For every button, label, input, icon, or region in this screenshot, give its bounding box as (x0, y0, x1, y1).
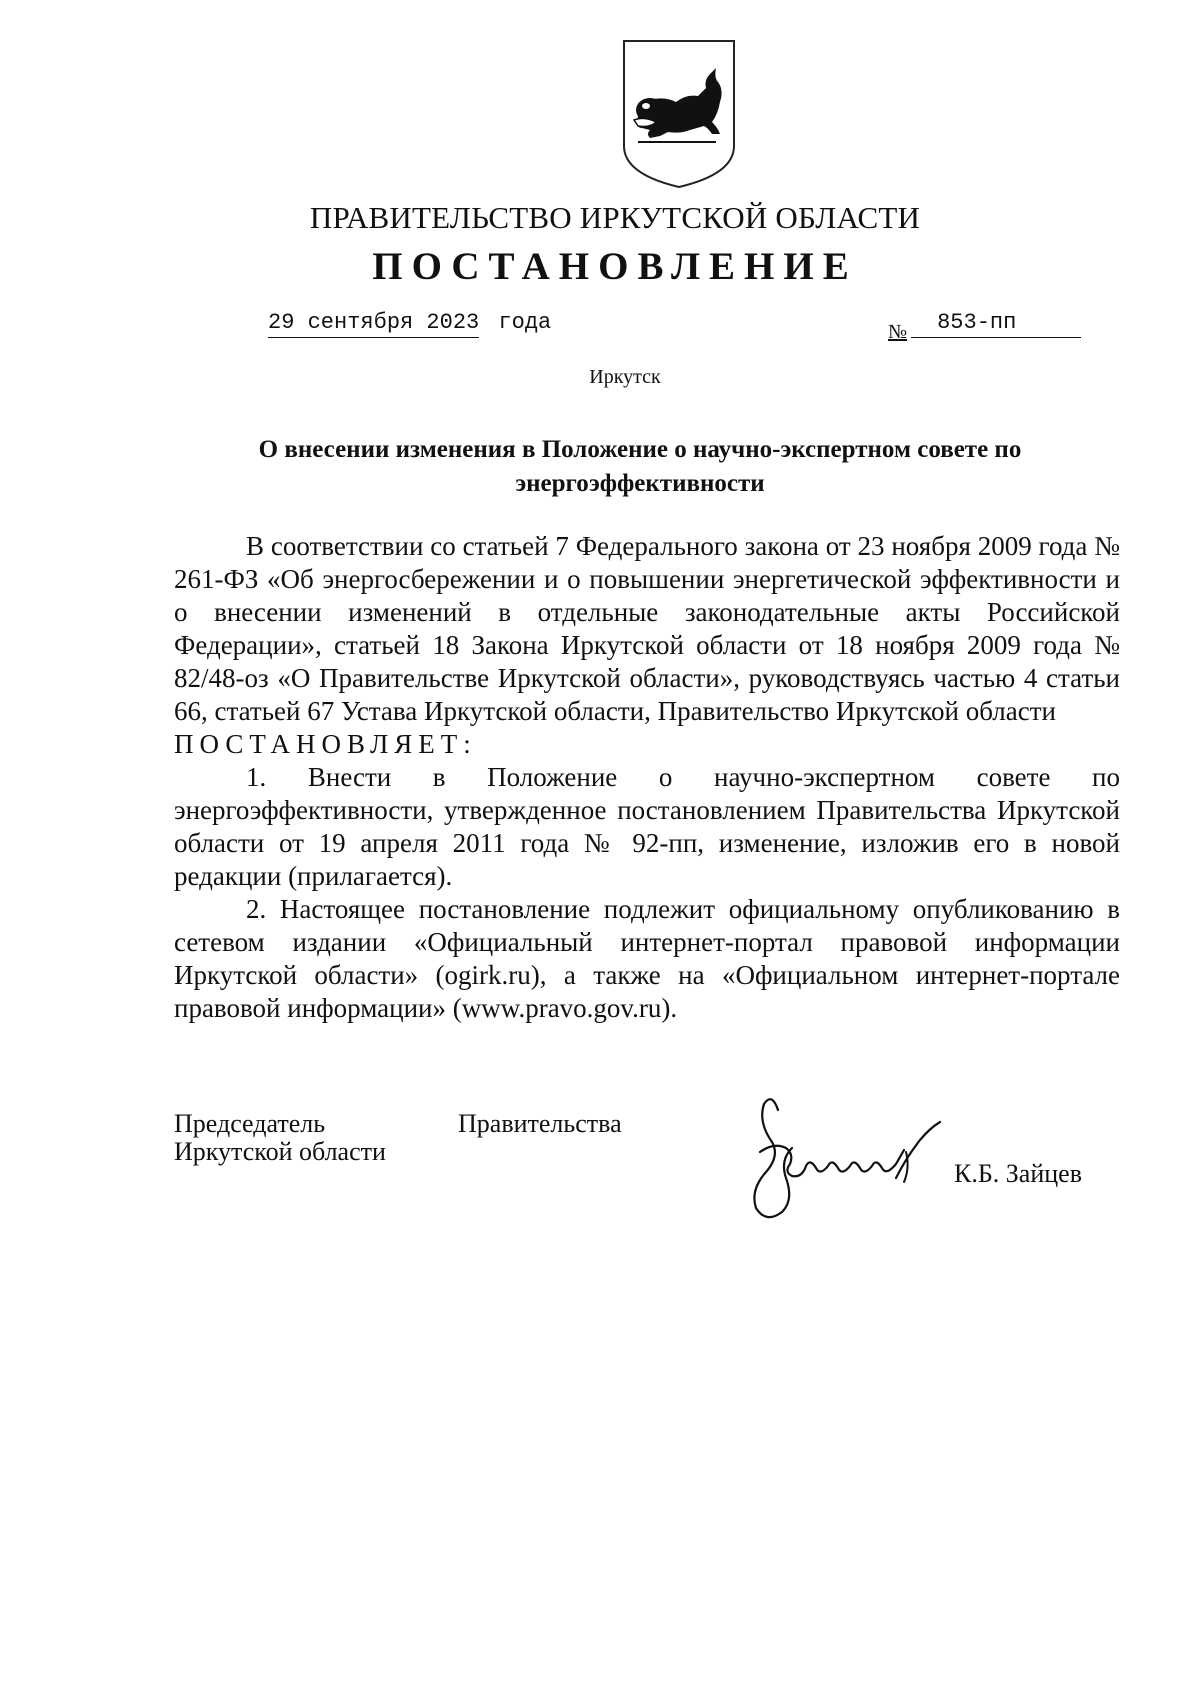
date-suffix: года (498, 310, 552, 335)
number-sign: № (888, 321, 908, 343)
government-title: ПРАВИТЕЛЬСТВО ИРКУТСКОЙ ОБЛАСТИ (309, 200, 921, 235)
document-body (174, 530, 1120, 1025)
document-subject: О внесении изменения в Положение о научно-экспертном совете по энергоэффективности (258, 436, 1022, 497)
date-value: 29 сентября 2023 (268, 310, 479, 338)
document-city: Иркутск (589, 366, 661, 388)
signatory-position-line-1a: Председатель (174, 1109, 326, 1138)
signatory-position-line-1b: Правительства (458, 1109, 622, 1138)
item-2-paragraph: 2. Настоящее постановление подлежит официальному опубликованию в сетевом издании «Официальный интернет-портал правовой информации Иркутской области» (ogirk.ru), а также на «Официальном интернет-портале правовой информации» (www.pravo.gov.ru). (174, 894, 1120, 1023)
preamble-paragraph: В соответствии со статьей 7 Федерального закона от 23 ноября 2009 года № 261-ФЗ «Об энергосбережении и о повышении энергетической эффективности и о внесении изменений в отдельные законодательные акты Российской Федерации», статьей 18 Закона Иркутской области от 18 ноября 2009 года № 82/48-оз «О Правительстве Иркутской области», руководствуясь частью 4 статьи 66, статьей 67 Устава Иркутской области, Правительство Иркутской области (174, 531, 1120, 726)
decree-word: ПОСТАНОВЛЯЕТ: (174, 729, 477, 759)
item-1-paragraph: 1. Внести в Положение о научно-экспертном совете по энергоэффективности, утвержденное постановлением Правительства Иркутской области от 19 апреля 2011 года № 92-пп, изменение, изложив его в новой редакции (прилагается). (174, 762, 1120, 891)
signatory-name: К.Б. Зайцев (954, 1159, 1082, 1188)
document-number (888, 310, 1081, 344)
document-type-title: ПОСТАНОВЛЕНИЕ (372, 245, 858, 288)
document-date (250, 310, 551, 338)
signature-block (174, 1109, 1120, 1219)
irkutsk-coat-of-arms-icon (620, 38, 738, 190)
number-value: 853-пп (911, 310, 1081, 338)
signatory-position-line-2: Иркутской области (174, 1137, 386, 1166)
